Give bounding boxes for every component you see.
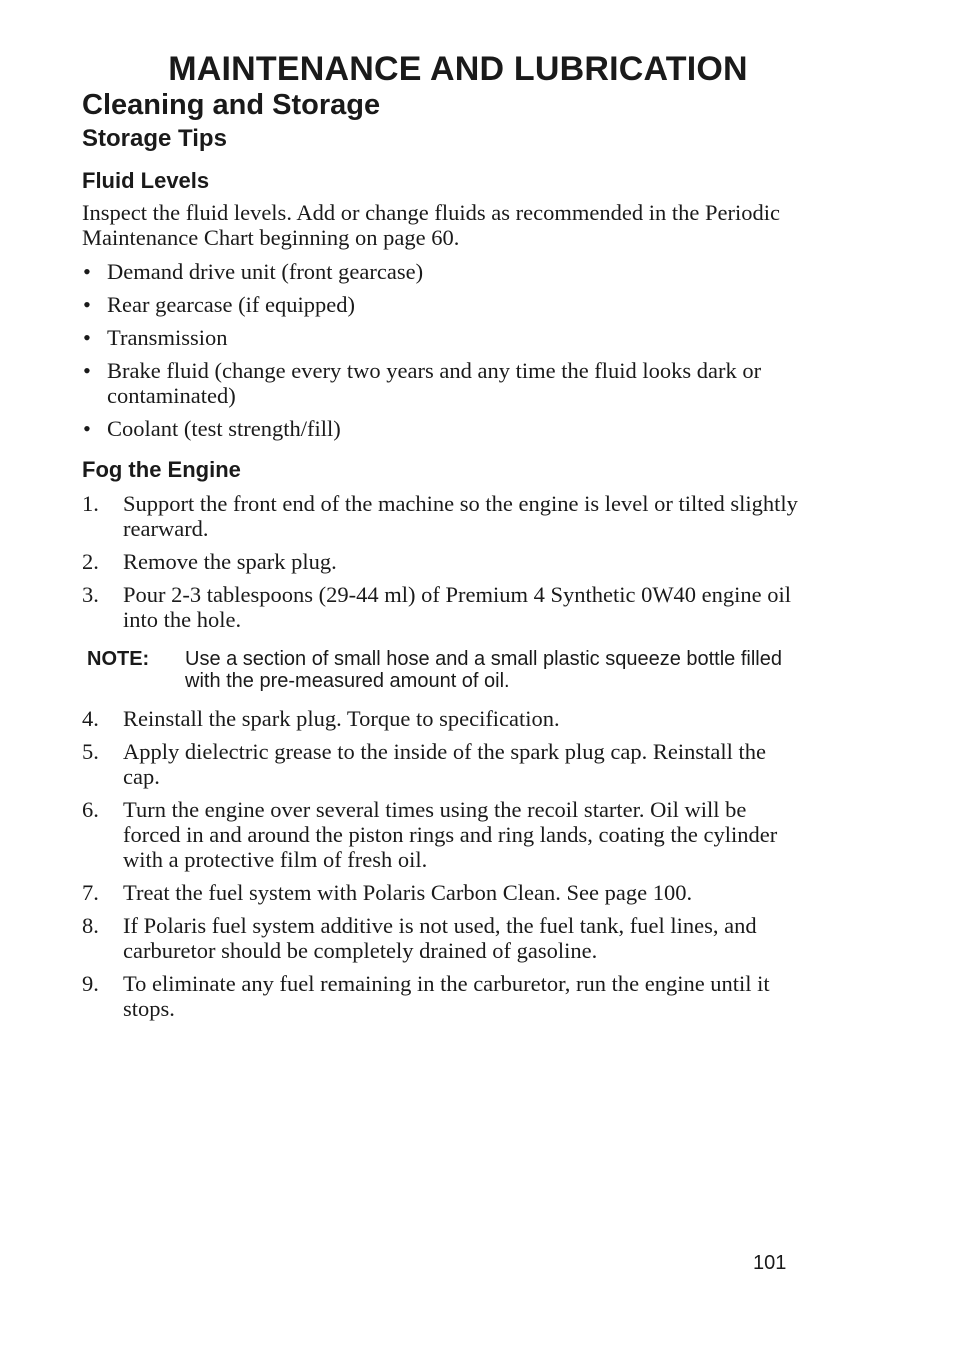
bullet-icon: • — [83, 325, 91, 350]
step-number: 8. — [82, 913, 99, 938]
fog-steps-list-b — [82, 706, 798, 1029]
note-block — [87, 648, 798, 692]
list-item: • Coolant (test strength/fill) — [83, 416, 341, 441]
step-item: 9. To eliminate any fuel remaining in the carburetor, run the engine until it stops. — [82, 971, 770, 1021]
note-label: NOTE: — [87, 648, 150, 670]
note-text: Use a section of small hose and a small plastic squeeze bottle filled with the pre-measured amount of oil. — [185, 648, 782, 692]
step-item: 2. Remove the spark plug. — [82, 549, 337, 574]
page-title: MAINTENANCE AND LUBRICATION — [168, 50, 748, 88]
bullet-icon: • — [83, 358, 91, 383]
list-item: • Demand drive unit (front gearcase) — [83, 259, 424, 284]
step-number: 2. — [82, 549, 99, 574]
step-item: 3. Pour 2-3 tablespoons (29-44 ml) of Premium 4 Synthetic 0W40 engine oil into the hole. — [82, 582, 792, 632]
step-number: 3. — [82, 582, 99, 607]
list-item: • Brake fluid (change every two years and any time the fluid looks dark or contaminated) — [83, 358, 762, 408]
step-number: 7. — [82, 880, 99, 905]
fluid-levels-heading: Fluid Levels — [82, 168, 210, 193]
manual-page — [82, 0, 798, 1352]
fog-engine-heading: Fog the Engine — [82, 457, 241, 482]
step-item: 6. Turn the engine over several times using the recoil starter. Oil will be forced in and around the piston rings and ring lands, coating the cylinder with a protective film of fresh oil. — [82, 797, 778, 872]
step-item: 1. Support the front end of the machine so the engine is level or tilted slightly rearward. — [82, 491, 798, 541]
step-number: 4. — [82, 706, 99, 731]
step-number: 1. — [82, 491, 99, 516]
page-number: 101 — [753, 1252, 787, 1274]
bullet-icon: • — [83, 259, 91, 284]
step-item: 5. Apply dielectric grease to the inside of the spark plug cap. Reinstall the cap. — [82, 739, 766, 789]
list-item: • Transmission — [83, 325, 228, 350]
bullet-icon: • — [83, 292, 91, 317]
step-number: 5. — [82, 739, 99, 764]
step-item: 4. Reinstall the spark plug. Torque to specification. — [82, 706, 560, 731]
step-item: 7. Treat the fuel system with Polaris Carbon Clean. See page 100. — [82, 880, 693, 905]
list-item: • Rear gearcase (if equipped) — [83, 292, 355, 317]
step-number: 6. — [82, 797, 99, 822]
fluid-levels-list — [82, 259, 798, 449]
step-item: 8. If Polaris fuel system additive is not used, the fuel tank, fuel lines, and carburetor should be completely drained of gasoline. — [82, 913, 757, 963]
step-number: 9. — [82, 971, 99, 996]
fog-steps-list-a — [82, 491, 798, 640]
section-subtitle: Storage Tips — [82, 125, 227, 152]
fluid-levels-intro: Inspect the fluid levels. Add or change fluids as recommended in the Periodic Maintenance Chart beginning on page 60. — [82, 200, 780, 250]
bullet-icon: • — [83, 416, 91, 441]
section-title: Cleaning and Storage — [82, 89, 381, 121]
